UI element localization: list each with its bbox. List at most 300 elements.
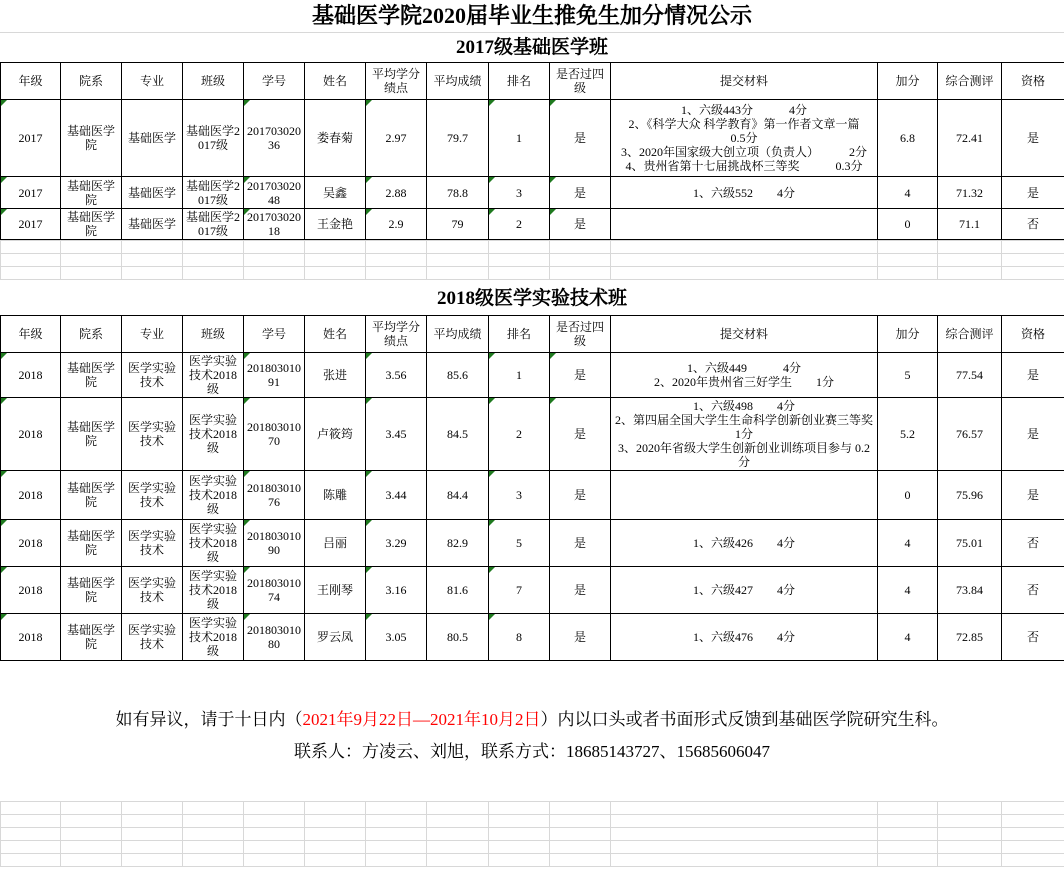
- empty-cell[interactable]: [489, 854, 550, 867]
- empty-cell[interactable]: [244, 802, 305, 815]
- empty-cell[interactable]: [878, 841, 938, 854]
- column-header-name[interactable]: 姓名: [305, 63, 366, 100]
- column-header-materials[interactable]: 提交材料: [611, 316, 878, 353]
- empty-cell[interactable]: [366, 802, 427, 815]
- cell-materials[interactable]: [611, 520, 878, 567]
- cell-bonus[interactable]: 4: [878, 614, 938, 661]
- cell-avg_score[interactable]: 81.6: [427, 567, 489, 614]
- empty-cell[interactable]: [366, 828, 427, 841]
- cell-college[interactable]: 基础医学院: [61, 209, 122, 240]
- column-header-college[interactable]: 院系: [61, 316, 122, 353]
- column-header-gpa[interactable]: 平均学分绩点: [366, 316, 427, 353]
- empty-cell[interactable]: [366, 815, 427, 828]
- empty-cell[interactable]: [550, 267, 611, 280]
- student-row: [1, 177, 1064, 209]
- empty-cell[interactable]: [427, 802, 489, 815]
- empty-cell[interactable]: [550, 802, 611, 815]
- empty-cell[interactable]: [489, 841, 550, 854]
- material-line: 1、六级552 4分: [692, 185, 795, 200]
- cell-avg_score[interactable]: 79.7: [427, 100, 489, 177]
- error-flag-triangle-icon: [366, 614, 372, 620]
- error-flag-triangle-icon: [550, 177, 556, 183]
- cell-cet[interactable]: 是: [550, 398, 611, 471]
- cell-rank[interactable]: 8: [489, 614, 550, 661]
- column-header-cet[interactable]: 是否过四级: [550, 316, 611, 353]
- cell-rank[interactable]: 5: [489, 520, 550, 567]
- column-header-major[interactable]: 专业: [122, 316, 183, 353]
- empty-cell[interactable]: [244, 841, 305, 854]
- error-flag-triangle-icon: [366, 177, 372, 183]
- empty-cell[interactable]: [366, 254, 427, 267]
- column-header-bonus[interactable]: 加分: [878, 316, 938, 353]
- empty-cell[interactable]: [244, 241, 305, 254]
- empty-cell[interactable]: [489, 254, 550, 267]
- empty-cell[interactable]: [122, 802, 183, 815]
- empty-cell[interactable]: [1002, 841, 1064, 854]
- empty-cell[interactable]: [489, 828, 550, 841]
- empty-cell[interactable]: [122, 254, 183, 267]
- cell-class_name[interactable]: 基础医学2017级: [183, 177, 244, 209]
- column-header-class_name[interactable]: 班级: [183, 63, 244, 100]
- cell-student_id[interactable]: 20170302048: [244, 177, 305, 209]
- empty-cell[interactable]: [427, 841, 489, 854]
- cell-name[interactable]: 罗云凤: [305, 614, 366, 661]
- cell-major[interactable]: 医学实验技术: [122, 567, 183, 614]
- cell-year[interactable]: 2018: [1, 567, 61, 614]
- empty-cell[interactable]: [611, 802, 878, 815]
- empty-cell[interactable]: [1, 267, 61, 280]
- empty-cell[interactable]: [1002, 802, 1064, 815]
- cell-overall[interactable]: 75.96: [938, 471, 1002, 520]
- empty-cell[interactable]: [878, 828, 938, 841]
- empty-cell[interactable]: [550, 241, 611, 254]
- section-title-2018[interactable]: 2018级医学实验技术班: [436, 288, 627, 309]
- cell-name[interactable]: 娄春菊: [305, 100, 366, 177]
- empty-cell[interactable]: [183, 241, 244, 254]
- empty-cell[interactable]: [61, 267, 122, 280]
- cell-rank[interactable]: 3: [489, 177, 550, 209]
- empty-cell[interactable]: [1002, 254, 1064, 267]
- cell-name[interactable]: 卢筱筠: [305, 398, 366, 471]
- empty-cell[interactable]: [244, 267, 305, 280]
- error-flag-triangle-icon: [366, 353, 372, 359]
- cell-year[interactable]: 2018: [1, 398, 61, 471]
- error-flag-triangle-icon: [489, 520, 495, 526]
- empty-cell[interactable]: [611, 828, 878, 841]
- cell-year[interactable]: 2017: [1, 209, 61, 240]
- empty-cell[interactable]: [611, 854, 878, 867]
- column-header-overall[interactable]: 综合测评: [938, 316, 1002, 353]
- material-line: 1、六级476 4分: [692, 630, 795, 644]
- cell-student_id[interactable]: 20170302036: [244, 100, 305, 177]
- cell-gpa[interactable]: 3.16: [366, 567, 427, 614]
- cell-bonus[interactable]: 0: [878, 471, 938, 520]
- column-header-name[interactable]: 姓名: [305, 316, 366, 353]
- empty-cell[interactable]: [122, 241, 183, 254]
- empty-cell[interactable]: [1002, 815, 1064, 828]
- column-header-student_id[interactable]: 学号: [244, 316, 305, 353]
- cell-avg_score[interactable]: 84.5: [427, 398, 489, 471]
- column-header-materials[interactable]: 提交材料: [611, 63, 878, 100]
- empty-cell[interactable]: [305, 241, 366, 254]
- material-line: 2、2020年贵州省三好学生 1分: [653, 375, 834, 389]
- cell-overall[interactable]: 77.54: [938, 353, 1002, 398]
- cell-overall[interactable]: 75.01: [938, 520, 1002, 567]
- cell-cet[interactable]: 是: [550, 471, 611, 520]
- bonus-table-2018: [0, 315, 1064, 661]
- empty-cell[interactable]: [366, 241, 427, 254]
- material-line: 1、六级449 4分: [686, 361, 801, 375]
- cell-class_name[interactable]: 医学实验技术2018级: [183, 614, 244, 661]
- cell-bonus[interactable]: 4: [878, 520, 938, 567]
- error-flag-triangle-icon: [1, 100, 7, 106]
- empty-cell[interactable]: [183, 267, 244, 280]
- cell-qualified[interactable]: 是: [1002, 177, 1064, 209]
- error-flag-triangle-icon: [550, 209, 556, 215]
- empty-cell[interactable]: [938, 241, 1002, 254]
- empty-cell[interactable]: [427, 854, 489, 867]
- cell-gpa[interactable]: 3.05: [366, 614, 427, 661]
- cell-rank[interactable]: 2: [489, 209, 550, 240]
- column-header-overall[interactable]: 综合测评: [938, 63, 1002, 100]
- cell-college[interactable]: 基础医学院: [61, 614, 122, 661]
- empty-cell[interactable]: [878, 815, 938, 828]
- column-header-student_id[interactable]: 学号: [244, 63, 305, 100]
- empty-cell[interactable]: [938, 802, 1002, 815]
- cell-bonus[interactable]: 5: [878, 353, 938, 398]
- cell-year[interactable]: 2018: [1, 520, 61, 567]
- cell-gpa[interactable]: 3.44: [366, 471, 427, 520]
- empty-cell[interactable]: [427, 828, 489, 841]
- cell-name[interactable]: 吕丽: [305, 520, 366, 567]
- cell-college[interactable]: 基础医学院: [61, 398, 122, 471]
- cell-student_id[interactable]: 20180301076: [244, 471, 305, 520]
- empty-cell[interactable]: [611, 267, 878, 280]
- column-header-college[interactable]: 院系: [61, 63, 122, 100]
- cell-bonus[interactable]: 4: [878, 177, 938, 209]
- empty-cell[interactable]: [244, 828, 305, 841]
- empty-cell[interactable]: [878, 254, 938, 267]
- empty-cell[interactable]: [61, 815, 122, 828]
- empty-cell[interactable]: [183, 854, 244, 867]
- empty-cell[interactable]: [489, 815, 550, 828]
- empty-cell[interactable]: [305, 828, 366, 841]
- empty-cell[interactable]: [878, 241, 938, 254]
- column-header-gpa[interactable]: 平均学分绩点: [366, 63, 427, 100]
- empty-cell[interactable]: [244, 815, 305, 828]
- cell-cet[interactable]: 是: [550, 353, 611, 398]
- cell-name[interactable]: 吴鑫: [305, 177, 366, 209]
- cell-avg_score[interactable]: 80.5: [427, 614, 489, 661]
- column-header-avg_score[interactable]: 平均成绩: [427, 63, 489, 100]
- empty-cell[interactable]: [1, 828, 61, 841]
- cell-major[interactable]: 基础医学: [122, 100, 183, 177]
- cell-avg_score[interactable]: 78.8: [427, 177, 489, 209]
- error-flag-triangle-icon: [366, 209, 372, 215]
- cell-name[interactable]: 张进: [305, 353, 366, 398]
- empty-cell[interactable]: [305, 802, 366, 815]
- cell-gpa[interactable]: 2.88: [366, 177, 427, 209]
- empty-cell[interactable]: [305, 254, 366, 267]
- empty-cell[interactable]: [366, 267, 427, 280]
- cell-college[interactable]: 基础医学院: [61, 567, 122, 614]
- empty-cell[interactable]: [1, 802, 61, 815]
- cell-materials[interactable]: [611, 471, 878, 520]
- column-header-avg_score[interactable]: 平均成绩: [427, 316, 489, 353]
- empty-row: [1, 841, 1064, 854]
- empty-cell[interactable]: [305, 267, 366, 280]
- empty-cell[interactable]: [489, 241, 550, 254]
- cell-qualified[interactable]: 是: [1002, 398, 1064, 471]
- empty-cell[interactable]: [938, 815, 1002, 828]
- empty-cell[interactable]: [244, 254, 305, 267]
- cell-college[interactable]: 基础医学院: [61, 177, 122, 209]
- cell-student_id[interactable]: 20180301091: [244, 353, 305, 398]
- cell-student_id[interactable]: 20170302018: [244, 209, 305, 240]
- cell-major[interactable]: 医学实验技术: [122, 398, 183, 471]
- empty-cell[interactable]: [550, 815, 611, 828]
- cell-avg_score[interactable]: 84.4: [427, 471, 489, 520]
- cell-rank[interactable]: 3: [489, 471, 550, 520]
- table-header-row: [1, 63, 1064, 100]
- cell-rank[interactable]: 1: [489, 100, 550, 177]
- empty-cell[interactable]: [305, 841, 366, 854]
- cell-materials[interactable]: [611, 100, 878, 177]
- empty-cell[interactable]: [183, 802, 244, 815]
- cell-rank[interactable]: 1: [489, 353, 550, 398]
- empty-cell[interactable]: [122, 815, 183, 828]
- cell-materials[interactable]: [611, 177, 878, 209]
- error-flag-triangle-icon: [244, 353, 250, 359]
- cell-qualified[interactable]: 否: [1002, 614, 1064, 661]
- cell-major[interactable]: 医学实验技术: [122, 614, 183, 661]
- empty-cell[interactable]: [611, 841, 878, 854]
- empty-cell[interactable]: [305, 815, 366, 828]
- cell-cet[interactable]: 是: [550, 520, 611, 567]
- material-line: 1、六级426 4分: [692, 536, 795, 550]
- cell-class_name[interactable]: 医学实验技术2018级: [183, 353, 244, 398]
- cell-major[interactable]: 医学实验技术: [122, 353, 183, 398]
- empty-cell[interactable]: [611, 241, 878, 254]
- empty-cell[interactable]: [183, 815, 244, 828]
- cell-cet[interactable]: 是: [550, 100, 611, 177]
- cell-qualified[interactable]: 是: [1002, 353, 1064, 398]
- cell-materials[interactable]: [611, 398, 878, 471]
- material-line: 2、《科学大众 科学教育》第一作者文章一篇: [628, 117, 860, 131]
- empty-cell[interactable]: [878, 854, 938, 867]
- empty-cell[interactable]: [183, 828, 244, 841]
- cell-bonus[interactable]: 5.2: [878, 398, 938, 471]
- column-header-bonus[interactable]: 加分: [878, 63, 938, 100]
- cell-college[interactable]: 基础医学院: [61, 471, 122, 520]
- cell-overall[interactable]: 76.57: [938, 398, 1002, 471]
- cell-cet[interactable]: 是: [550, 567, 611, 614]
- empty-cell[interactable]: [1, 241, 61, 254]
- cell-year[interactable]: 2017: [1, 177, 61, 209]
- cell-major[interactable]: 基础医学: [122, 177, 183, 209]
- empty-cell[interactable]: [1002, 828, 1064, 841]
- cell-avg_score[interactable]: 82.9: [427, 520, 489, 567]
- cell-qualified[interactable]: 否: [1002, 520, 1064, 567]
- empty-cell[interactable]: [938, 828, 1002, 841]
- empty-cell[interactable]: [938, 267, 1002, 280]
- empty-cell[interactable]: [427, 241, 489, 254]
- cell-year[interactable]: 2018: [1, 353, 61, 398]
- column-header-qualified[interactable]: 资格: [1002, 316, 1064, 353]
- column-header-major[interactable]: 专业: [122, 63, 183, 100]
- empty-cell[interactable]: [122, 828, 183, 841]
- cell-major[interactable]: 医学实验技术: [122, 471, 183, 520]
- cell-student_id[interactable]: 20180301070: [244, 398, 305, 471]
- cell-year[interactable]: 2017: [1, 100, 61, 177]
- cell-materials[interactable]: [611, 209, 878, 240]
- cell-major[interactable]: 基础医学: [122, 209, 183, 240]
- empty-cell[interactable]: [938, 841, 1002, 854]
- empty-cell[interactable]: [550, 828, 611, 841]
- cell-college[interactable]: 基础医学院: [61, 100, 122, 177]
- cell-materials[interactable]: [611, 567, 878, 614]
- cell-student_id[interactable]: 20180301074: [244, 567, 305, 614]
- material-line: 2、第四届全国大学生生命科学创新创业赛三等奖: [614, 413, 873, 427]
- empty-cell[interactable]: [1002, 854, 1064, 867]
- page-title[interactable]: 基础医学院2020届毕业生推免生加分情况公示: [0, 0, 1064, 33]
- cell-class_name[interactable]: 基础医学2017级: [183, 209, 244, 240]
- cell-year[interactable]: 2018: [1, 471, 61, 520]
- cell-qualified[interactable]: 否: [1002, 209, 1064, 240]
- cell-student_id[interactable]: 20180301090: [244, 520, 305, 567]
- column-header-class_name[interactable]: 班级: [183, 316, 244, 353]
- student-row: [1, 353, 1064, 398]
- cell-avg_score[interactable]: 85.6: [427, 353, 489, 398]
- error-flag-triangle-icon: [1, 209, 7, 215]
- cell-materials[interactable]: [611, 614, 878, 661]
- cell-name[interactable]: 王金艳: [305, 209, 366, 240]
- cell-cet[interactable]: 是: [550, 177, 611, 209]
- column-header-rank[interactable]: 排名: [489, 63, 550, 100]
- empty-cell[interactable]: [878, 267, 938, 280]
- cell-major[interactable]: 医学实验技术: [122, 520, 183, 567]
- empty-cell[interactable]: [1002, 241, 1064, 254]
- empty-cell[interactable]: [489, 267, 550, 280]
- cell-overall[interactable]: 73.84: [938, 567, 1002, 614]
- empty-cell[interactable]: [1, 815, 61, 828]
- cell-college[interactable]: 基础医学院: [61, 520, 122, 567]
- empty-cell[interactable]: [122, 267, 183, 280]
- cell-rank[interactable]: 2: [489, 398, 550, 471]
- empty-cell[interactable]: [61, 854, 122, 867]
- empty-cell[interactable]: [61, 241, 122, 254]
- empty-cell[interactable]: [61, 841, 122, 854]
- student-row: [1, 100, 1064, 177]
- cell-cet[interactable]: 是: [550, 614, 611, 661]
- empty-cell[interactable]: [1, 854, 61, 867]
- empty-cell[interactable]: [305, 854, 366, 867]
- empty-cell[interactable]: [244, 854, 305, 867]
- cell-rank[interactable]: 7: [489, 567, 550, 614]
- cell-class_name[interactable]: 医学实验技术2018级: [183, 567, 244, 614]
- cell-gpa[interactable]: 3.29: [366, 520, 427, 567]
- cell-name[interactable]: 王刚琴: [305, 567, 366, 614]
- empty-cell[interactable]: [878, 802, 938, 815]
- empty-cell[interactable]: [61, 802, 122, 815]
- cell-name[interactable]: 陈雕: [305, 471, 366, 520]
- empty-cell[interactable]: [550, 254, 611, 267]
- empty-cell[interactable]: [427, 267, 489, 280]
- empty-cell[interactable]: [1, 841, 61, 854]
- empty-cell[interactable]: [61, 254, 122, 267]
- empty-cell[interactable]: [489, 802, 550, 815]
- column-header-rank[interactable]: 排名: [489, 316, 550, 353]
- cell-qualified[interactable]: 是: [1002, 471, 1064, 520]
- cell-gpa[interactable]: 2.9: [366, 209, 427, 240]
- cell-class_name[interactable]: 医学实验技术2018级: [183, 520, 244, 567]
- cell-qualified[interactable]: 否: [1002, 567, 1064, 614]
- cell-overall[interactable]: 71.32: [938, 177, 1002, 209]
- cell-class_name[interactable]: 基础医学2017级: [183, 100, 244, 177]
- empty-cell[interactable]: [427, 254, 489, 267]
- empty-cell[interactable]: [550, 854, 611, 867]
- column-header-year[interactable]: 年级: [1, 63, 61, 100]
- cell-year[interactable]: 2018: [1, 614, 61, 661]
- empty-cell[interactable]: [611, 254, 878, 267]
- empty-cell[interactable]: [611, 815, 878, 828]
- empty-cell[interactable]: [1, 254, 61, 267]
- empty-cell[interactable]: [122, 854, 183, 867]
- column-header-year[interactable]: 年级: [1, 316, 61, 353]
- cell-materials[interactable]: [611, 353, 878, 398]
- cell-gpa[interactable]: 2.97: [366, 100, 427, 177]
- error-flag-triangle-icon: [550, 353, 556, 359]
- cell-overall[interactable]: 71.1: [938, 209, 1002, 240]
- cell-bonus[interactable]: 6.8: [878, 100, 938, 177]
- cell-overall[interactable]: 72.85: [938, 614, 1002, 661]
- error-flag-triangle-icon: [244, 520, 250, 526]
- material-line: 1、六级427 4分: [692, 583, 795, 597]
- empty-cell[interactable]: [427, 815, 489, 828]
- cell-class_name[interactable]: 医学实验技术2018级: [183, 398, 244, 471]
- empty-row: [1, 241, 1064, 254]
- notice-date-range: 2021年9月22日—2021年10月2日: [302, 710, 541, 729]
- objection-notice-line[interactable]: [0, 708, 1064, 731]
- cell-avg_score[interactable]: 79: [427, 209, 489, 240]
- column-header-cet[interactable]: 是否过四级: [550, 63, 611, 100]
- cell-gpa[interactable]: 3.45: [366, 398, 427, 471]
- cell-bonus[interactable]: 0: [878, 209, 938, 240]
- contact-info-line[interactable]: 联系人：方凌云、刘旭，联系方式：18685143727、15685606047: [294, 742, 770, 761]
- error-flag-triangle-icon: [489, 614, 495, 620]
- empty-cell[interactable]: [1002, 267, 1064, 280]
- empty-cell[interactable]: [61, 828, 122, 841]
- cell-overall[interactable]: 72.41: [938, 100, 1002, 177]
- cell-qualified[interactable]: 是: [1002, 100, 1064, 177]
- cell-college[interactable]: 基础医学院: [61, 353, 122, 398]
- empty-cell[interactable]: [938, 854, 1002, 867]
- cell-cet[interactable]: 是: [550, 209, 611, 240]
- cell-student_id[interactable]: 20180301080: [244, 614, 305, 661]
- empty-cell[interactable]: [366, 841, 427, 854]
- column-header-qualified[interactable]: 资格: [1002, 63, 1064, 100]
- cell-class_name[interactable]: 医学实验技术2018级: [183, 471, 244, 520]
- empty-cell[interactable]: [183, 254, 244, 267]
- empty-cell[interactable]: [183, 841, 244, 854]
- empty-cell[interactable]: [122, 841, 183, 854]
- empty-cell[interactable]: [550, 841, 611, 854]
- cell-gpa[interactable]: 3.56: [366, 353, 427, 398]
- empty-cell[interactable]: [366, 854, 427, 867]
- cell-bonus[interactable]: 4: [878, 567, 938, 614]
- empty-cell[interactable]: [938, 254, 1002, 267]
- section-title-2017[interactable]: 2017级基础医学班: [455, 37, 608, 58]
